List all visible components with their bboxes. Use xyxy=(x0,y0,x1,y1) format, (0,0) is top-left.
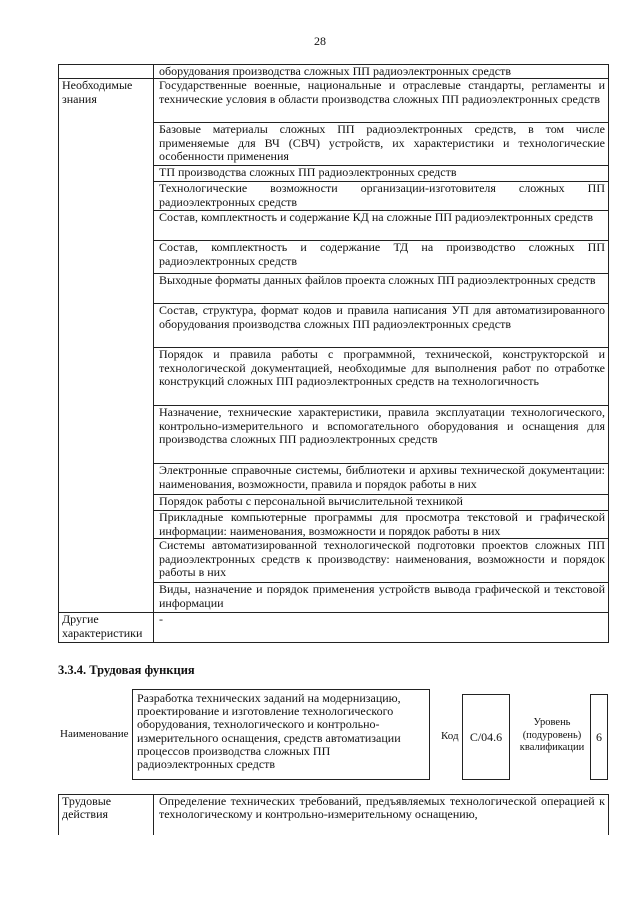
labor-action-item: Определение технических требований, предъявляемых технологической операцией к технологическому и контрольно-измерительному оснащению, xyxy=(154,795,609,835)
code-value-box xyxy=(462,694,510,780)
knowledge-item: Состав, комплектность и содержание КД на сложные ПП радиоэлектронных средств xyxy=(154,211,609,241)
empty-label-cell xyxy=(59,65,154,79)
qualification-level-box xyxy=(590,694,608,780)
table-row xyxy=(59,65,609,79)
knowledge-item: Прикладные компьютерные программы для просмотра текстовой и графической информации: наименования, возможности и порядок работы в них xyxy=(154,511,609,539)
table-row xyxy=(59,795,609,835)
knowledge-item: Порядок и правила работы с программной, технической, конструкторской и технологической документацией, необходимые для выполнения работ по отработке конструкций сложных ПП радиоэлектронных средств на технологичность xyxy=(154,348,609,406)
knowledge-item: Базовые материалы сложных ПП радиоэлектронных средств, в том числе применяемые для ВЧ (СВЧ) устройств, их характеристики и технологические особенности применения xyxy=(154,123,609,166)
code-label: Код xyxy=(441,730,459,742)
knowledge-item: Технологические возможности организации-изготовителя сложных ПП радиоэлектронных средств xyxy=(154,182,609,211)
name-label: Наименование xyxy=(60,728,129,740)
knowledge-item: Назначение, технические характеристики, правила эксплуатации технологического, контрольно-измерительного и вспомогательного оборудования и оснащения для производства сложных ПП радиоэлектронных средств xyxy=(154,406,609,464)
knowledge-table xyxy=(58,64,609,643)
table-row xyxy=(59,613,609,643)
knowledge-item: ТП производства сложных ПП радиоэлектронных средств xyxy=(154,166,609,182)
knowledge-item: Системы автоматизированной технологической подготовки проектов сложных ПП радиоэлектронных средств к производству: наименования, возможности и порядок работы в них xyxy=(154,539,609,583)
required-knowledge-label: Необходимые знания xyxy=(59,79,154,613)
page-number: 28 xyxy=(314,34,326,48)
knowledge-item: Состав, комплектность и содержание ТД на производство сложных ПП радиоэлектронных средств xyxy=(154,241,609,274)
function-name-box: Разработка технических заданий на модернизацию, проектирование и изготовление технологического оборудования, технологического и контрольно-измерительного оснащения, средств автоматизации процессов производства сложных ПП радиоэлектронных средств xyxy=(132,689,430,780)
table-row xyxy=(59,79,609,123)
knowledge-item: Выходные форматы данных файлов проекта сложных ПП радиоэлектронных средств xyxy=(154,274,609,304)
code-value: C/04.6 xyxy=(469,729,503,744)
qualification-level-value: 6 xyxy=(596,729,602,744)
qualification-level-label: Уровень (подуровень) квалификации xyxy=(519,717,585,753)
knowledge-item: Государственные военные, национальные и отраслевые стандарты, регламенты и технические условия в области производства сложных ПП радиоэлектронных средств xyxy=(154,79,609,123)
knowledge-item: Порядок работы с персональной вычислительной техникой xyxy=(154,495,609,511)
other-characteristics-value: - xyxy=(154,613,609,643)
knowledge-item: Виды, назначение и порядок применения устройств вывода графической и текстовой информации xyxy=(154,583,609,613)
knowledge-item: Электронные справочные системы, библиотеки и архивы технической документации: наименования, возможности, правила и порядок работы в них xyxy=(154,464,609,495)
other-characteristics-label: Другие характеристики xyxy=(59,613,154,643)
labor-actions-table xyxy=(58,794,609,835)
knowledge-item: Состав, структура, формат кодов и правила написания УП для автоматизированного оборудования производства сложных ПП радиоэлектронных средств xyxy=(154,304,609,348)
labor-actions-label: Трудовые действия xyxy=(59,795,154,835)
section-heading: 3.3.4. Трудовая функция xyxy=(58,663,195,677)
top-continuation-text: оборудования производства сложных ПП радиоэлектронных средств xyxy=(154,65,609,79)
